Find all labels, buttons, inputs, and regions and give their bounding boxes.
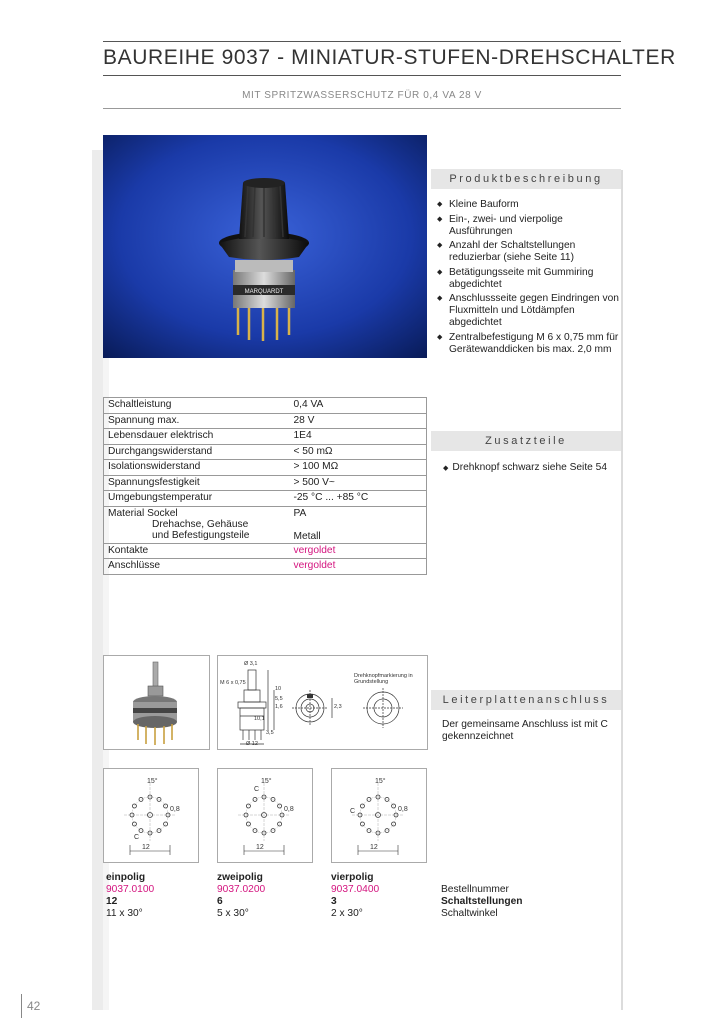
spec-value: > 100 MΩ — [290, 460, 427, 476]
table-row — [104, 398, 427, 414]
list-item: ◆ Ein-, zwei- und vierpolige Ausführungen — [437, 214, 621, 238]
dim-shaft-diameter: Ø 3,1 — [244, 661, 258, 667]
layout-angle: 15° — [147, 778, 158, 785]
right-band — [621, 170, 623, 1010]
layout-angle: 15° — [375, 778, 386, 785]
layout-width: 12 — [256, 844, 264, 851]
spec-label: Schaltleistung — [104, 398, 290, 414]
table-row — [104, 413, 427, 429]
variant-name: zweipolig — [217, 872, 263, 883]
spec-label: Kontakte — [104, 543, 290, 559]
legend-positions: Schaltstellungen — [441, 896, 523, 907]
layout-pitch: 0,8 — [398, 806, 408, 813]
pcb-hole — [139, 797, 143, 801]
legend-order: Bestellnummer — [441, 884, 509, 895]
variant-angle: 2 x 30° — [331, 908, 363, 919]
variant-order-number: 9037.0200 — [217, 884, 266, 895]
pcb-hole — [360, 804, 364, 808]
pcb-hole — [253, 797, 257, 801]
list-item: ◆ Anschlussseite gegen Eindringen von Fluxmitteln und Lötdämpfen abgedichtet — [437, 293, 621, 329]
specs-table — [103, 397, 427, 575]
variant-angle: 5 x 30° — [217, 908, 249, 919]
table-row — [104, 444, 427, 460]
left-band — [92, 150, 103, 1010]
legend-angle: Schaltwinkel — [441, 908, 498, 919]
spec-label: Lebensdauer elektrisch — [104, 429, 290, 445]
spec-label: Anschlüsse — [104, 559, 290, 575]
material-label-3: und Befestigungsteile — [152, 529, 250, 541]
variant-zweipolig — [217, 872, 265, 920]
accessories-heading: Zusatzteile — [431, 431, 621, 451]
layout-pitch: 0,8 — [170, 806, 180, 813]
dimension-drawing — [217, 655, 428, 750]
variant-name: einpolig — [106, 872, 146, 883]
dim-thread: M 6 x 0,75 — [220, 680, 246, 686]
material-label-2: Drehachse, Gehäuse — [152, 518, 249, 530]
variant-positions: 6 — [217, 896, 223, 907]
pcb-hole — [367, 797, 371, 801]
dim-2-3: 2,3 — [334, 704, 342, 710]
variant-order-number: 9037.0100 — [106, 884, 155, 895]
switch-small-image — [103, 655, 210, 750]
accessory-item: ◆ Drehknopf schwarz siehe Seite 54 — [443, 462, 607, 473]
variant-positions: 3 — [331, 896, 337, 907]
page-title: BAUREIHE 9037 - MINIATUR-STUFEN-DREHSCHALTER — [103, 46, 676, 69]
dim-3-5: 3,5 — [266, 730, 274, 736]
spec-label: Isolationswiderstand — [104, 460, 290, 476]
photo-brand-text: MARQUARDT — [244, 289, 284, 295]
spec-value: 1E4 — [290, 429, 427, 445]
pcb-heading: Leiterplattenanschluss — [431, 690, 621, 710]
material-value-1: PA — [293, 507, 307, 519]
spec-label: Spannung max. — [104, 413, 290, 429]
spec-value — [290, 506, 427, 543]
dim-10: 10 — [275, 686, 282, 692]
product-description-heading: Produktbeschreibung — [431, 169, 621, 189]
table-row — [104, 506, 427, 543]
variant-angle: 11 x 30° — [106, 908, 143, 919]
layout-angle: 15° — [261, 778, 272, 785]
dim-10-1: 10,1 — [254, 716, 265, 722]
list-item: ◆ Anzahl der Schaltstellungen reduzierbar (siehe Seite 11) — [437, 240, 621, 264]
pcb-layout-vierpolig — [331, 768, 427, 863]
spec-value: 28 V — [290, 413, 427, 429]
spec-value: vergoldet — [290, 543, 427, 559]
variant-vierpolig — [331, 872, 379, 920]
variant-einpolig — [106, 872, 154, 920]
page-number: 42 — [21, 994, 40, 1018]
table-row — [104, 559, 427, 575]
knob-marking-note: Drehknopfmarkierung in Grundstellung — [354, 673, 413, 685]
product-photo — [103, 135, 427, 358]
variant-name: vierpolig — [331, 872, 374, 883]
pcb-hole — [246, 804, 250, 808]
page-subtitle: MIT SPRITZWASSERSCHUTZ FÜR 0,4 VA 28 V — [242, 90, 482, 101]
layout-common: C — [134, 834, 140, 841]
variant-order-number: 9037.0400 — [331, 884, 380, 895]
pcb-text: Der gemeinsame Anschluss ist mit C gekennzeichnet — [442, 719, 608, 742]
variant-positions: 12 — [106, 896, 118, 907]
spec-label: Spannungsfestigkeit — [104, 475, 290, 491]
table-row — [104, 543, 427, 559]
pcb-hole — [132, 804, 136, 808]
spec-value: 0,4 VA — [290, 398, 427, 414]
pcb-layout-zweipolig — [217, 768, 313, 863]
layout-common: C — [254, 786, 260, 793]
spec-value: < 50 mΩ — [290, 444, 427, 460]
spec-label — [104, 506, 290, 543]
spec-value: > 500 V~ — [290, 475, 427, 491]
spec-label: Durchgangswiderstand — [104, 444, 290, 460]
spec-value: -25 °C ... +85 °C — [290, 491, 427, 507]
table-row — [104, 429, 427, 445]
dim-1-6: 1,6 — [275, 704, 283, 710]
layout-width: 12 — [370, 844, 378, 851]
list-item: ◆ Zentralbefestigung M 6 x 0,75 mm für Gerätewanddicken bis max. 2,0 mm — [437, 332, 621, 356]
spec-label: Umgebungstemperatur — [104, 491, 290, 507]
list-item: ◆ Kleine Bauform — [437, 199, 621, 211]
top-rule — [103, 41, 621, 42]
dim-5-5: 5,5 — [275, 696, 283, 702]
pcb-layout-einpolig — [103, 768, 199, 863]
table-row — [104, 491, 427, 507]
table-row — [104, 475, 427, 491]
spec-value: vergoldet — [290, 559, 427, 575]
layout-width: 12 — [142, 844, 150, 851]
list-item: ◆ Betätigungsseite mit Gummiring abgedichtet — [437, 267, 621, 291]
material-value-2: Metall — [293, 530, 321, 542]
table-row — [104, 460, 427, 476]
subtitle-rule — [103, 108, 621, 109]
product-description-list — [437, 199, 621, 358]
title-rule — [103, 75, 621, 76]
layout-common: C — [350, 808, 356, 815]
dim-body-diameter: Ø 12 — [246, 741, 258, 747]
variant-legend — [441, 884, 523, 920]
layout-pitch: 0,8 — [284, 806, 294, 813]
material-label-1: Material Sockel — [108, 507, 178, 519]
